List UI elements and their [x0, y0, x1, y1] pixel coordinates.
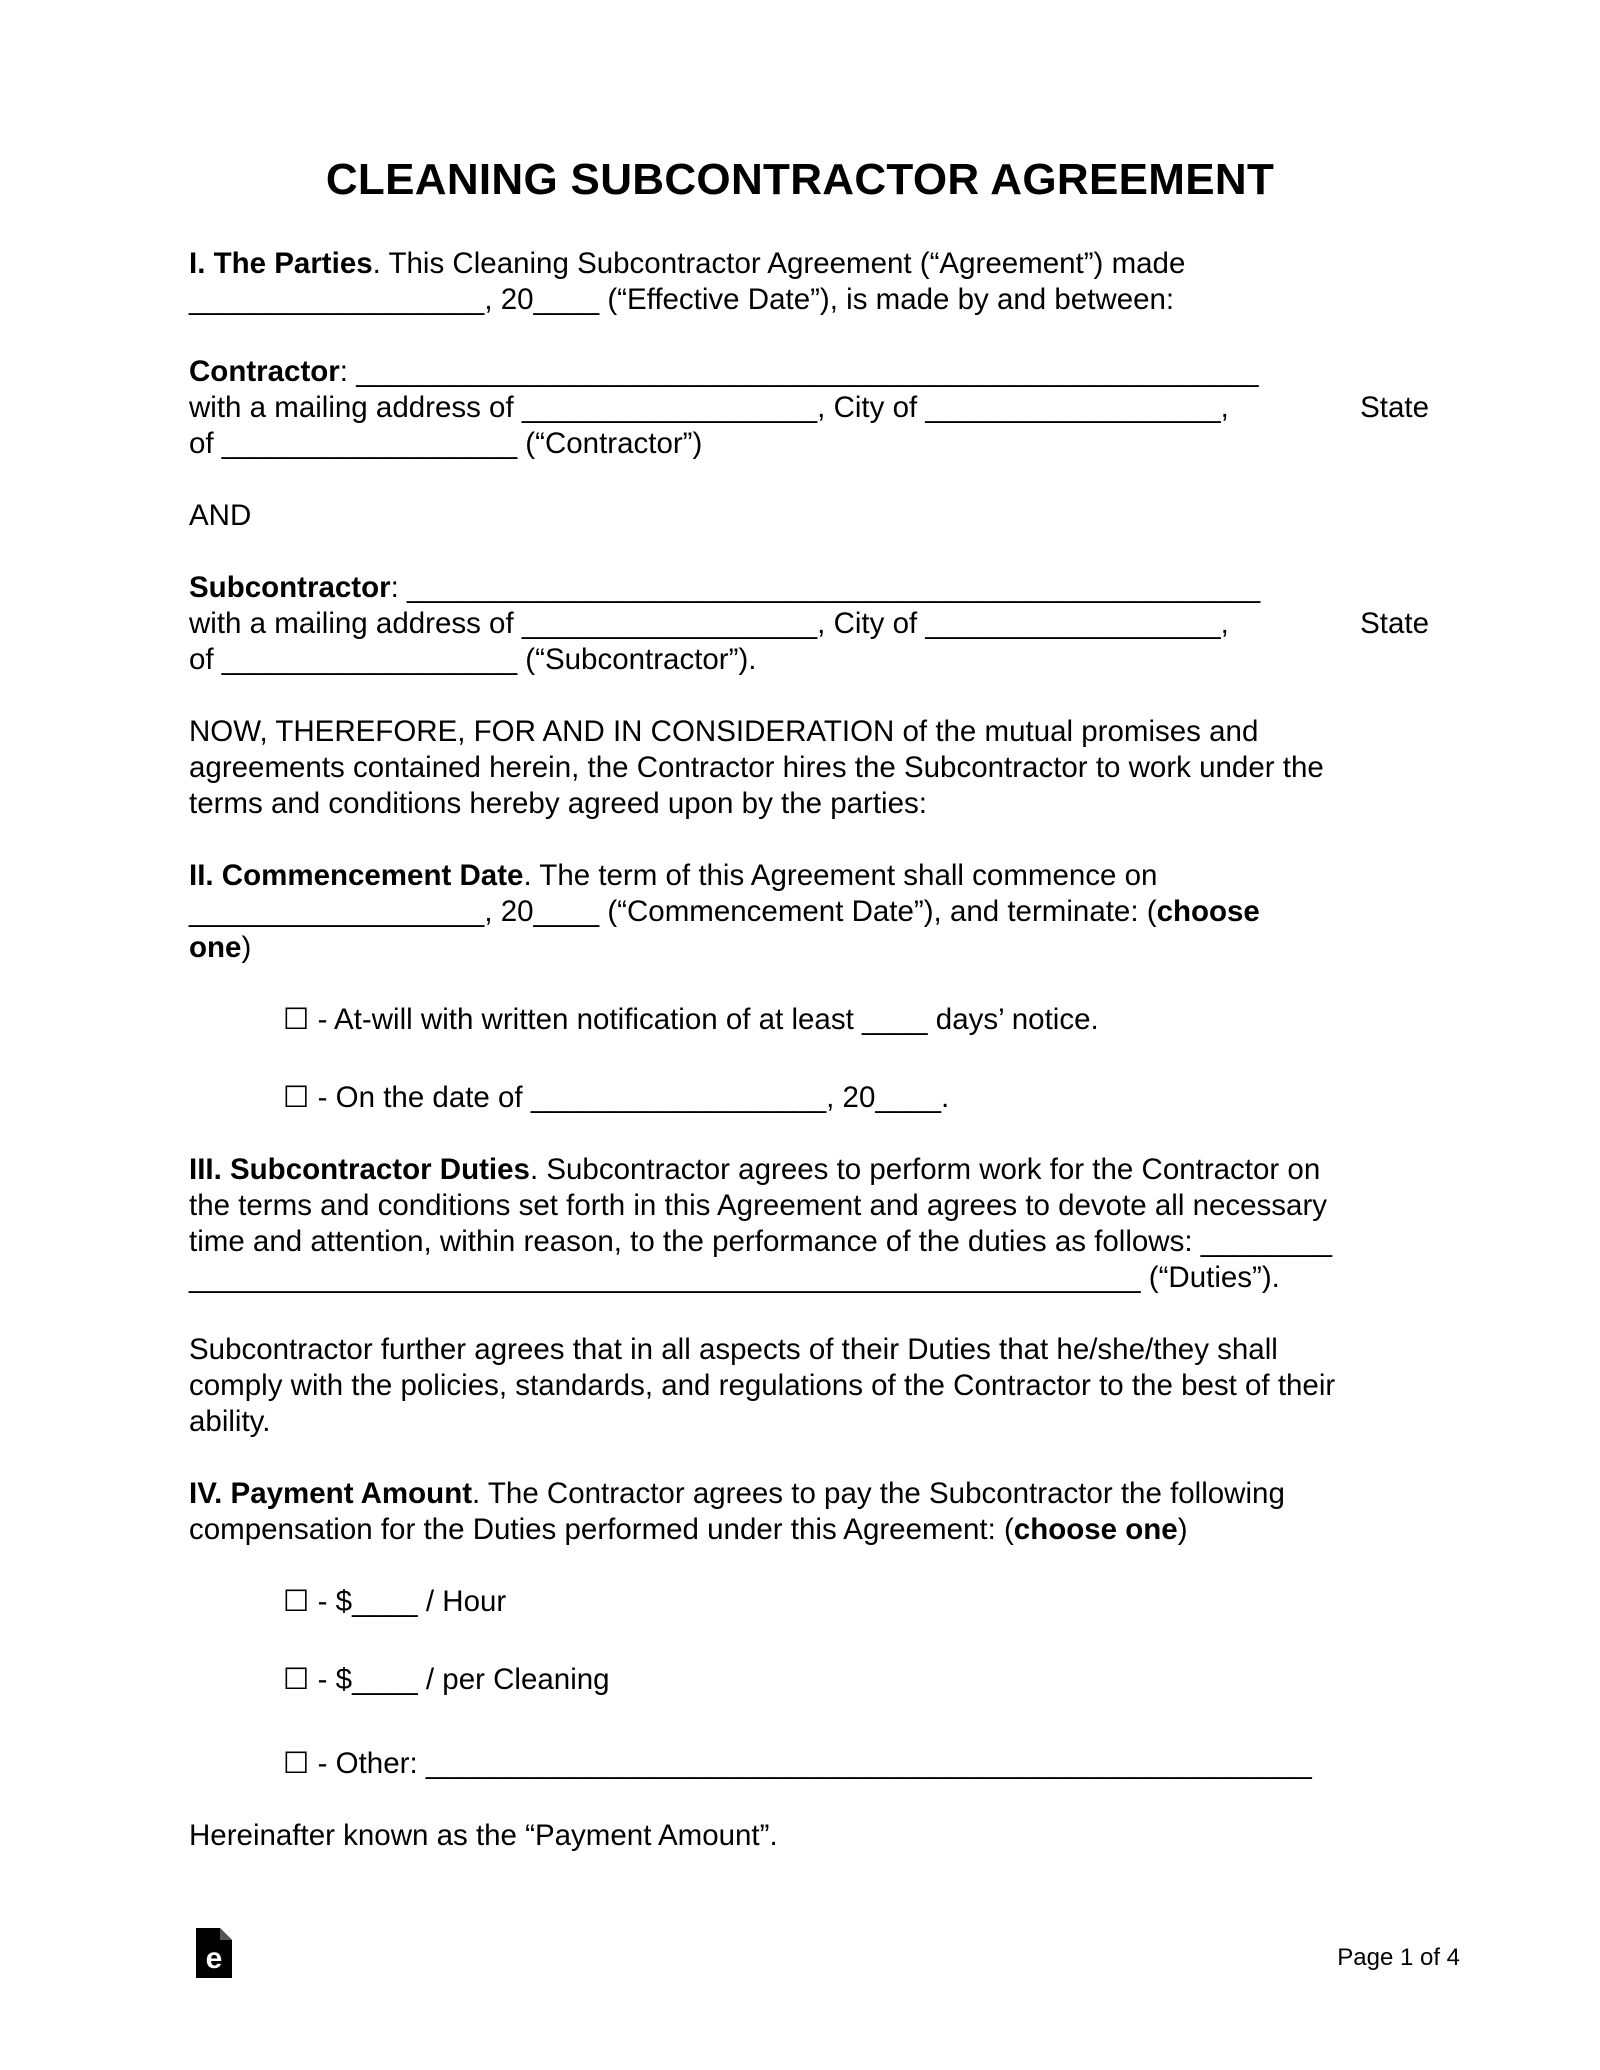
eforms-logo-icon: [196, 1928, 232, 1978]
and-text: AND: [189, 499, 252, 532]
document-title: CLEANING SUBCONTRACTOR AGREEMENT: [325, 155, 1275, 204]
section-commencement: [189, 858, 1429, 966]
section-parties: [189, 246, 1429, 318]
section-duties: [189, 1152, 1429, 1296]
payment-line1: . The Contractor agrees to pay the Subcontractor the following: [472, 1477, 1285, 1510]
section-payment: [189, 1476, 1429, 1548]
compliance-line2: comply with the policies, standards, and regulations of the Contractor to the best of their: [189, 1369, 1336, 1402]
commencement-line2: __________________, 20____ (“Commencement Date”), and terminate: (: [189, 895, 1157, 928]
termination-option-at-will[interactable]: ☐ - At-will with written notification of at least ____ days’ notice.: [283, 1003, 1099, 1036]
termination-option-date[interactable]: ☐ - On the date of __________________, 20____.: [283, 1081, 950, 1114]
page-number: Page 1 of 4: [1337, 1944, 1460, 1971]
section-consideration: [189, 714, 1429, 822]
subcontractor-state-label: State: [1360, 607, 1429, 640]
consideration-line2: agreements contained herein, the Contractor hires the Subcontractor to work under the: [189, 751, 1324, 784]
commencement-heading: II. Commencement Date: [189, 859, 524, 892]
commencement-line1: . The term of this Agreement shall commence on: [523, 859, 1158, 892]
consideration-line1: NOW, THEREFORE, FOR AND IN CONSIDERATION of the mutual promises and: [189, 715, 1259, 748]
parties-text-line2: __________________, 20____ (“Effective Date”), is made by and between:: [189, 283, 1175, 316]
eforms-logo-svg: [196, 1928, 232, 1978]
parties-heading: I. The Parties: [189, 247, 373, 280]
payment-paren: ): [1177, 1513, 1188, 1546]
contractor-label: Contractor: [189, 355, 340, 388]
contractor-address-line: with a mailing address of __________________, City of __________________,: [189, 391, 1229, 424]
contractor-state-label: State: [1360, 391, 1429, 424]
subcontractor-address-line2: of __________________ (“Subcontractor”).: [189, 643, 757, 676]
duties-line3: time and attention, within reason, to the performance of the duties as follows: ________: [189, 1225, 1333, 1258]
payment-choose-one-label: choose one: [1013, 1513, 1178, 1546]
duties-line4: __________________________________________________________ (“Duties”).: [189, 1261, 1280, 1294]
section-compliance: [189, 1332, 1429, 1440]
section-contractor: [189, 354, 1429, 462]
payment-closing: Hereinafter known as the “Payment Amount”.: [189, 1819, 778, 1852]
commencement-paren: ): [241, 931, 252, 964]
payment-heading: IV. Payment Amount: [189, 1477, 473, 1510]
payment-option-other[interactable]: ☐ - Other: ______________________________________________________: [283, 1747, 1312, 1780]
subcontractor-address-line: with a mailing address of __________________, City of __________________,: [189, 607, 1229, 640]
commencement-one-label: one: [189, 931, 242, 964]
payment-option-hourly[interactable]: ☐ - $____ / Hour: [283, 1585, 507, 1618]
subcontractor-label: Subcontractor: [189, 571, 391, 604]
section-subcontractor: [189, 570, 1429, 678]
consideration-line3: terms and conditions hereby agreed upon by the parties:: [189, 787, 927, 820]
contractor-address-line2: of __________________ (“Contractor”): [189, 427, 703, 460]
commencement-choose-label: choose: [1156, 895, 1260, 928]
subcontractor-name-blank: : ____________________________________________________: [390, 571, 1261, 604]
payment-option-per-cleaning[interactable]: ☐ - $____ / per Cleaning: [283, 1663, 610, 1696]
parties-text-line1: . This Cleaning Subcontractor Agreement (“Agreement”) made: [372, 247, 1186, 280]
compliance-line1: Subcontractor further agrees that in all aspects of their Duties that he/she/they shall: [189, 1333, 1278, 1366]
duties-line1: . Subcontractor agrees to perform work for the Contractor on: [529, 1153, 1321, 1186]
duties-line2: the terms and conditions set forth in this Agreement and agrees to devote all necessary: [189, 1189, 1328, 1222]
svg-text:e: e: [205, 1942, 223, 1975]
payment-line2: compensation for the Duties performed under this Agreement: (: [189, 1513, 1014, 1546]
duties-heading: III. Subcontractor Duties: [189, 1153, 530, 1186]
compliance-line3: ability.: [189, 1405, 271, 1438]
contractor-name-blank: : _______________________________________________________: [339, 355, 1259, 388]
